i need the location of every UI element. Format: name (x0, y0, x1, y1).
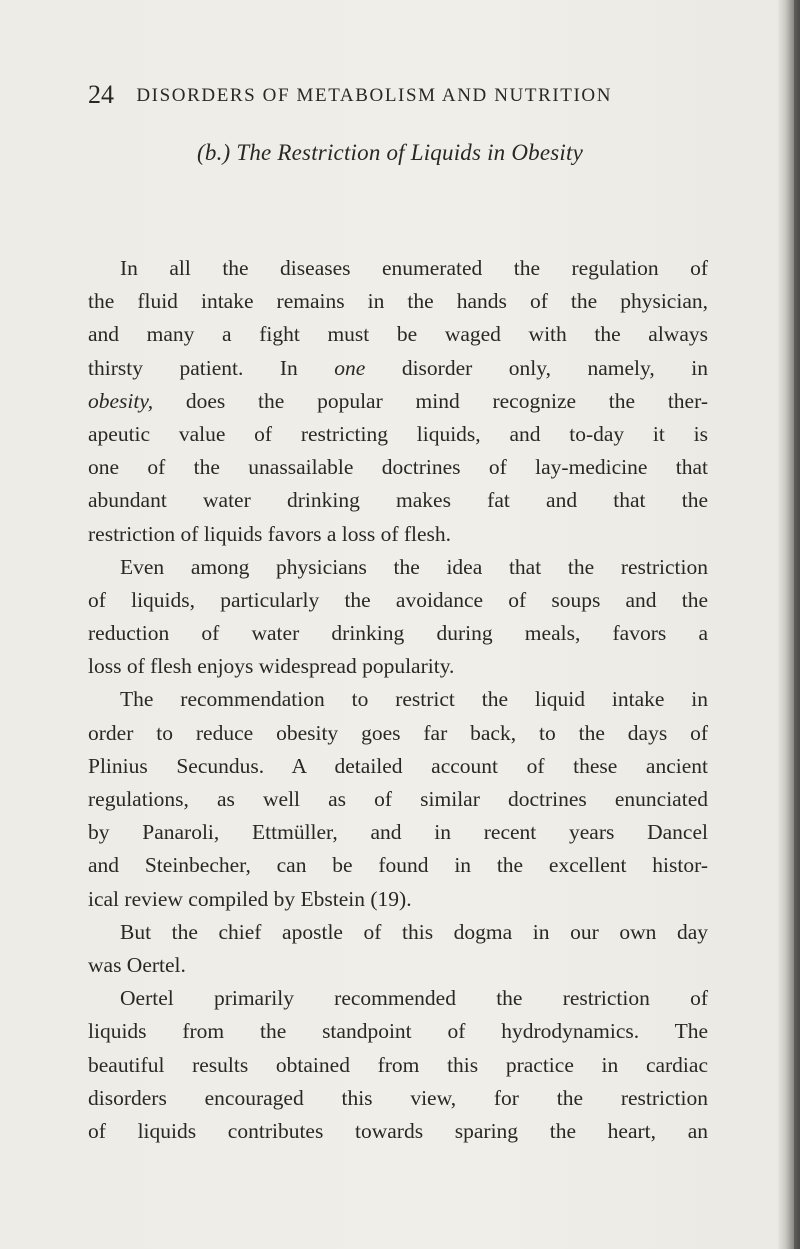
page-edge-shadow (778, 0, 800, 1249)
text-line: In all the diseases enumerated the regulation of (120, 256, 708, 280)
running-title: DISORDERS OF METABOLISM AND NUTRITION (136, 85, 613, 106)
text-line: loss of flesh enjoys widespread popularity. (88, 654, 455, 679)
text-line: and many a fight must be waged with the always (88, 322, 708, 347)
italic-word: one (334, 355, 366, 380)
text-line: by Panaroli, Ettmüller, and in recent years Dancel (88, 820, 708, 845)
text-line: ical review compiled by Ebstein (19). (88, 886, 412, 911)
text-line: Plinius Secundus. A detailed account of these ancient (88, 753, 708, 778)
section-letter: (b.) (197, 140, 231, 165)
text-line: the fluid intake remains in the hands of the physician, (88, 289, 708, 314)
text-line: of liquids contributes towards sparing the heart, an (88, 1118, 708, 1143)
text-line-pre: thirsty patient. In (88, 355, 335, 380)
text-line: was Oertel. (88, 952, 186, 977)
text-line-post: disorder only, namely, in (365, 355, 708, 380)
section-heading (0, 140, 800, 166)
text-line: order to reduce obesity goes far back, to the days of (88, 720, 708, 745)
text-line: liquids from the standpoint of hydrodynamics. The (88, 1019, 708, 1044)
text-line: Oertel primarily recommended the restriction of (120, 986, 708, 1011)
body-text (88, 252, 708, 1148)
text-line: apeutic value of restricting liquids, and to-day it is (88, 421, 708, 446)
text-line: But the chief apostle of this dogma in our own day (120, 919, 708, 944)
text-line: regulations, as well as of similar doctrines enunciated (88, 787, 708, 811)
section-title-text: The Restriction of Liquids in Obesity (236, 140, 583, 165)
text-line: and Steinbecher, can be found in the excellent histor- (88, 853, 708, 878)
text-line: reduction of water drinking during meals, favors a (88, 621, 708, 646)
text-line (88, 352, 708, 385)
text-line: beautiful results obtained from this practice in cardiac (88, 1052, 708, 1077)
text-line: Even among physicians the idea that the restriction (120, 554, 708, 579)
text-line: abundant water drinking makes fat and that the (88, 488, 708, 513)
text-line: one of the unassailable doctrines of lay-medicine that (88, 455, 708, 480)
page-number: 24 (88, 80, 114, 109)
text-line: of liquids, particularly the avoidance of soups and the (88, 587, 708, 612)
italic-word: obesity, (88, 388, 154, 413)
text-line-post: does the popular mind recognize the ther- (153, 388, 708, 413)
text-line: The recommendation to restrict the liquid intake in (120, 687, 708, 712)
text-line (88, 385, 708, 418)
text-line: restriction of liquids favors a loss of flesh. (88, 521, 452, 546)
text-line: disorders encouraged this view, for the restriction (88, 1085, 708, 1110)
running-header (88, 80, 688, 110)
